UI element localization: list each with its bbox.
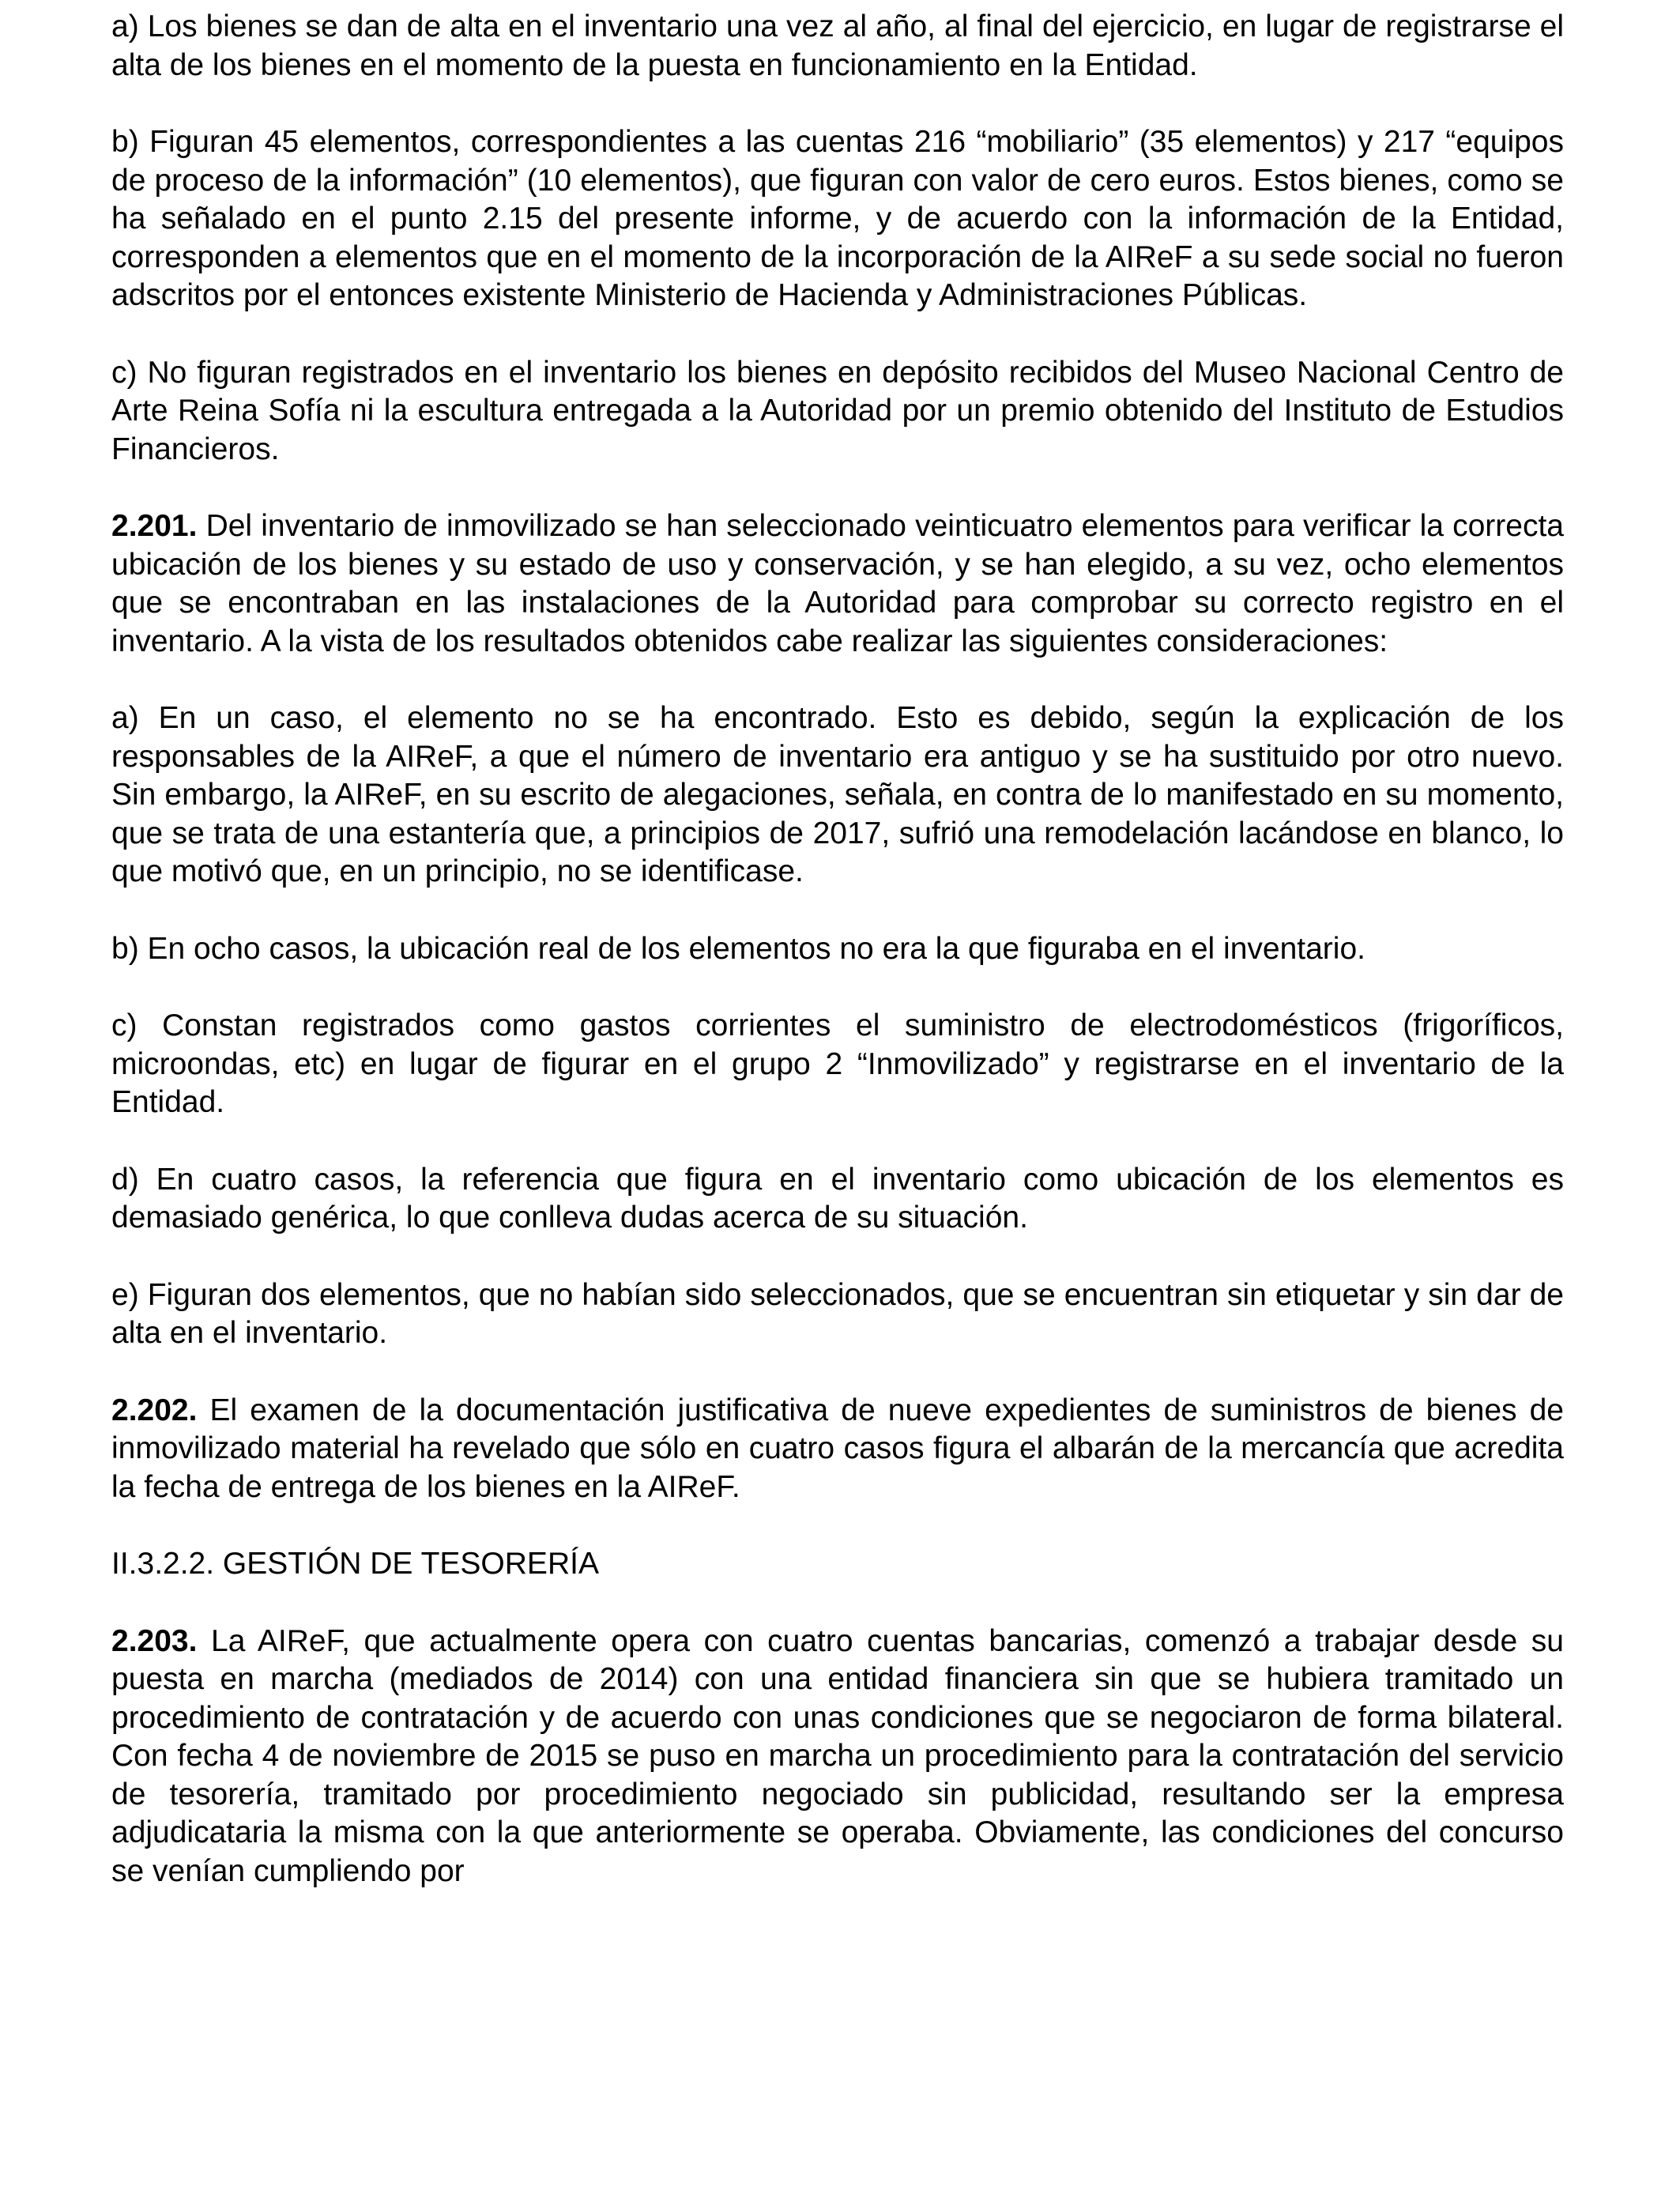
paragraph-c-bienes-deposito: c) No figuran registrados en el inventario los bienes en depósito recibidos del Museo Nacional Centro de Arte Reina Sofía ni la escultura entregada a la Autoridad por un premio obtenido del Instituto de Estudios Financieros.: [111, 355, 1564, 466]
paragraph-c-electrodomesticos: c) Constan registrados como gastos corrientes el suministro de electrodomésticos (frigoríficos, microondas, etc) en lugar de figurar en el grupo 2 “Inmovilizado” y registrarse en el inventario de la Entidad.: [111, 1008, 1564, 1119]
paragraph-a-elemento-no-encontrado: a) En un caso, el elemento no se ha encontrado. Esto es debido, según la explicación de los responsables de la AIReF, a que el número de inventario era antiguo y se ha sustituido por otro nuevo. Sin embargo, la AIReF, en su escrito de alegaciones, señala, en contra de lo manifestado en su momento, que se trata de una estantería que, a principios de 2017, sufrió una remodelación lacándose en blanco, lo que motivó que, en un principio, no se identificase.: [111, 701, 1564, 888]
paragraph-e-sin-etiquetar: e) Figuran dos elementos, que no habían sido seleccionados, que se encuentran sin etiquetar y sin dar de alta en el inventario.: [111, 1277, 1564, 1350]
paragraph-text-2-201: Del inventario de inmovilizado se han seleccionado veinticuatro elementos para verificar la correcta ubicación de los bienes y su estado de uso y conservación, y se han elegido, a su vez, ocho elementos que se encontraban en las instalaciones de la Autoridad para comprobar su correcto registro en el inventario. A la vista de los resultados obtenidos cabe realizar las siguientes consideraciones:: [111, 509, 1564, 658]
paragraph-text-2-203: La AIReF, que actualmente opera con cuatro cuentas bancarias, comenzó a trabajar desde su puesta en marcha (mediados de 2014) con una entidad financiera sin que se hubiera tramitado un procedimiento de contratación y de acuerdo con unas condiciones que se negociaron de forma bilateral. Con fecha 4 de noviembre de 2015 se puso en marcha un procedimiento para la contratación del servicio de tesorería, tramitado por procedimiento negociado sin publicidad, resultando ser la empresa adjudicataria la misma con la que anteriormente se operaba. Obviamente, las condiciones del concurso se venían cumpliendo por: [111, 1623, 1564, 1888]
section-heading-gestion-tesoreria: II.3.2.2. GESTIÓN DE TESORERÍA: [111, 1547, 599, 1581]
paragraph-b-ubicacion-real: b) En ocho casos, la ubicación real de los elementos no era la que figuraba en el inventario.: [111, 931, 1365, 966]
paragraph-b-elementos-cero-euros: b) Figuran 45 elementos, correspondientes a las cuentas 216 “mobiliario” (35 elementos) y 217 “equipos de proceso de la información” (10 elementos), que figuran con valor de cero euros. Estos bienes, como se ha señalado en el punto 2.15 del presente informe, y de acuerdo con la información de la Entidad, corresponden a elementos que en el momento de la incorporación de la AIReF a su sede social no fueron adscritos por el entonces existente Ministerio de Hacienda y Administraciones Públicas.: [111, 125, 1564, 312]
document-page: [111, 8, 1564, 1929]
paragraph-2-201: [111, 507, 1564, 661]
paragraph-number-2-203: 2.203.: [111, 1623, 198, 1658]
paragraph-text-2-202: El examen de la documentación justificativa de nueve expedientes de suministros de bienes de inmovilizado material ha revelado que sólo en cuatro casos figura el albarán de la mercancía que acredita la fecha de entrega de los bienes en la AIReF.: [111, 1393, 1564, 1504]
paragraph-d-referencia-generica: d) En cuatro casos, la referencia que figura en el inventario como ubicación de los elementos es demasiado genérica, lo que conlleva dudas acerca de su situación.: [111, 1162, 1564, 1235]
paragraph-2-202: [111, 1392, 1564, 1507]
paragraph-2-203: [111, 1623, 1564, 1891]
paragraph-a-inventario-alta: a) Los bienes se dan de alta en el inventario una vez al año, al final del ejercicio, en lugar de registrarse el alta de los bienes en el momento de la puesta en funcionamiento en la Entidad.: [111, 9, 1564, 82]
paragraph-number-2-201: 2.201.: [111, 509, 198, 543]
paragraph-number-2-202: 2.202.: [111, 1393, 198, 1427]
